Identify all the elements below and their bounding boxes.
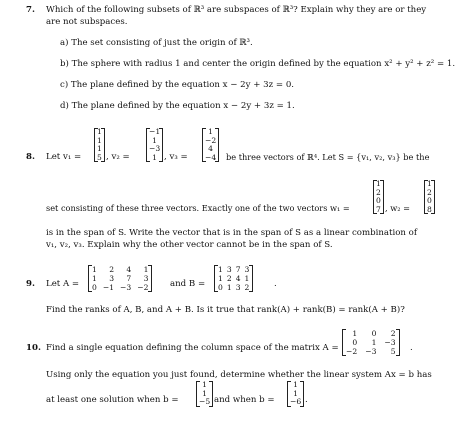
w2-entry: 8 xyxy=(427,204,432,214)
matrix-B-entry: 1 xyxy=(218,274,223,283)
q10-line3a: at least one solution when b = xyxy=(46,395,179,405)
matrix-B-entry: 1 xyxy=(226,283,232,292)
matrix-A-q10-entry: −3 xyxy=(365,347,377,356)
matrix-B-entry: 3 xyxy=(226,265,232,274)
matrix-A-entry: 1 xyxy=(92,274,97,283)
q8-number: 8. xyxy=(26,152,35,162)
matrix-B-entry: 2 xyxy=(226,274,232,283)
matrix-A-entry: 3 xyxy=(109,274,115,283)
v3-entry: 1 xyxy=(208,127,214,136)
q8-sep2: , v₂ = xyxy=(106,152,130,162)
q9-let: Let A = xyxy=(46,279,80,289)
q8-set-line: set consisting of these three vectors. Exactly one of the two vectors w₁ = xyxy=(46,203,350,213)
vector-w1 xyxy=(373,180,384,214)
matrix-A xyxy=(88,265,152,292)
q9-dot: . xyxy=(274,279,277,289)
matrix-B xyxy=(214,265,253,292)
matrix-A-entry: 4 xyxy=(126,265,132,274)
v1-entry: 1 xyxy=(97,127,102,136)
matrix-A-entry: 3 xyxy=(143,274,149,283)
q10-line3b: and when b = xyxy=(214,395,275,405)
matrix-B-entry: 7 xyxy=(235,265,241,274)
q9-and: and B = xyxy=(170,279,206,289)
matrix-A-q10-entry: −3 xyxy=(384,338,396,347)
w2-entry: 1 xyxy=(427,179,432,188)
vector-v2 xyxy=(146,128,163,162)
matrix-A-q10-entry: 0 xyxy=(371,329,377,338)
b2-entry: 1 xyxy=(293,388,299,398)
w1-entry: 7 xyxy=(376,204,381,214)
v2-entry: −1 xyxy=(149,127,161,136)
vector-b1 xyxy=(196,381,213,407)
w2-entry: 0 xyxy=(427,196,432,206)
matrix-A-entry: 1 xyxy=(92,265,97,274)
q8-sep3: , v₃ = xyxy=(164,152,188,162)
matrix-A-q10-entry: 0 xyxy=(352,338,358,347)
v2-entry: 1 xyxy=(152,135,158,145)
v3-entry: −4 xyxy=(205,152,217,162)
v1-entry: 1 xyxy=(97,135,102,145)
matrix-B-entry: 1 xyxy=(218,265,223,274)
w1-entry: 0 xyxy=(376,196,381,206)
vector-w2 xyxy=(424,180,435,214)
q10-line1: Find a single equation defining the column space of the matrix A = xyxy=(46,343,339,353)
w2-entry: 2 xyxy=(427,187,432,197)
matrix-A-entry: 1 xyxy=(143,265,149,274)
q10-number: 10. xyxy=(26,343,41,353)
q7-part-b: b) The sphere with radius 1 and center the origin defined by the equation x² + y² + z² = 1. xyxy=(60,59,456,69)
v2-entry: −3 xyxy=(149,144,161,154)
q7-line2: are not subspaces. xyxy=(46,17,128,27)
q9-number: 9. xyxy=(26,279,35,289)
q7-number: 7. xyxy=(26,5,35,15)
v1-entry: 5 xyxy=(97,152,102,162)
b1-entry: 1 xyxy=(202,380,208,389)
q10-end: . xyxy=(305,395,308,405)
matrix-A-entry: 2 xyxy=(109,265,115,274)
matrix-A-q10-entry: 1 xyxy=(371,338,377,347)
matrix-A-q10-entry: 5 xyxy=(390,347,396,356)
q7-part-c: c) The plane defined by the equation x − 2y + 3z = 0. xyxy=(60,80,295,90)
b2-entry: −6 xyxy=(290,397,302,407)
matrix-B-entry: 1 xyxy=(244,274,250,283)
matrix-A-entry: −1 xyxy=(102,283,115,292)
matrix-B-entry: 2 xyxy=(244,283,250,292)
q8-line3: is in the span of S. Write the vector that is in the span of S as a linear combination of xyxy=(46,228,417,238)
matrix-A-entry: 0 xyxy=(92,283,97,292)
matrix-A-entry: −2 xyxy=(137,283,149,292)
matrix-B-entry: 4 xyxy=(235,274,241,283)
v3-entry: 4 xyxy=(208,144,214,154)
v1-entry: 1 xyxy=(97,144,102,154)
matrix-A-q10-entry: 2 xyxy=(390,329,396,338)
q8-w-sep: , w₂ = xyxy=(385,203,410,213)
vector-v1 xyxy=(94,128,105,162)
q7-part-d: d) The plane defined by the equation x − 2y + 3z = 1. xyxy=(60,101,295,111)
w1-entry: 2 xyxy=(376,187,381,197)
q8-let: Let v₁ = xyxy=(46,152,82,162)
q7-line1: Which of the following subsets of ℝ³ are subspaces of ℝ³? Explain why they are or they xyxy=(46,5,427,15)
matrix-A-q10-entry: −2 xyxy=(346,347,358,356)
q10-line2: Using only the equation you just found, determine whether the linear system Ax = b has xyxy=(46,370,432,380)
q10-dot: . xyxy=(410,343,413,353)
matrix-B-entry: 3 xyxy=(235,283,241,292)
vector-v3 xyxy=(202,128,219,162)
w1-entry: 1 xyxy=(376,179,381,188)
q7-part-a: a) The set consisting of just the origin of ℝ³. xyxy=(60,38,253,48)
b1-entry: −5 xyxy=(199,397,211,407)
matrix-A-q10 xyxy=(342,329,400,356)
matrix-A-entry: −3 xyxy=(120,283,132,292)
q8-tail: be three vectors of ℝ⁴. Let S = {v₁, v₂, v₃} be the xyxy=(226,152,430,162)
matrix-B-entry: 3 xyxy=(244,265,250,274)
b1-entry: 1 xyxy=(202,388,208,398)
v3-entry: −2 xyxy=(205,135,217,145)
matrix-A-entry: 7 xyxy=(126,274,132,283)
q8-line4: v₁, v₂, v₃. Explain why the other vector cannot be in the span of S. xyxy=(46,240,333,250)
q9-line2: Find the ranks of A, B, and A + B. Is it true that rank(A) + rank(B) = rank(A + B)? xyxy=(46,305,405,315)
matrix-B-entry: 0 xyxy=(218,283,223,292)
vector-b2 xyxy=(287,381,304,407)
v2-entry: 1 xyxy=(152,152,158,162)
matrix-A-q10-entry: 1 xyxy=(352,329,358,338)
b2-entry: 1 xyxy=(293,380,299,389)
